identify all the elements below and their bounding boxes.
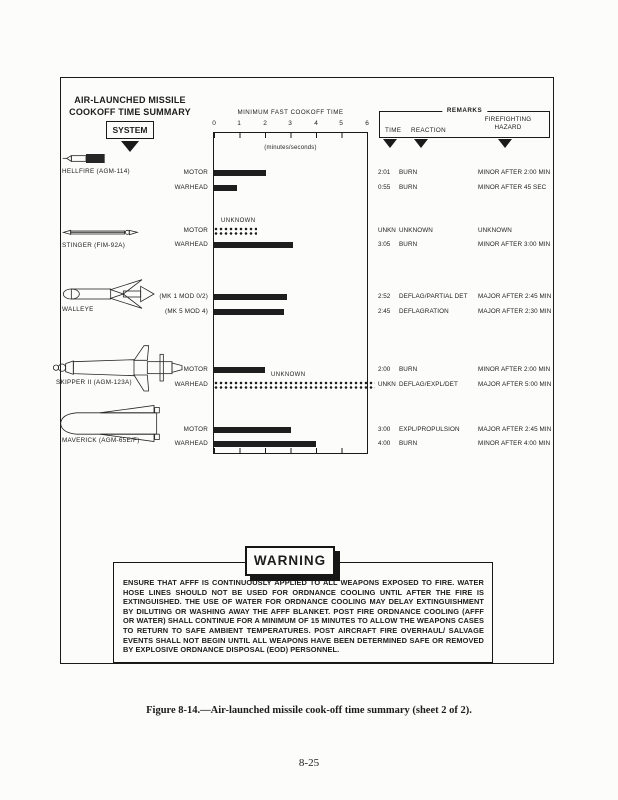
reaction-value: UNKNOWN (399, 227, 433, 234)
system-name: STINGER (FIM-92A) (62, 242, 126, 249)
cookoff-bar (214, 242, 293, 249)
hazard-value: MINOR AFTER 45 SEC (478, 184, 547, 191)
table-row (0, 240, 618, 250)
column-header-firefighting-hazard (477, 116, 539, 132)
warning-box (113, 562, 493, 663)
system-header: SYSTEM (106, 121, 154, 139)
cookoff-bar (214, 381, 375, 389)
hazard-pointer-icon (498, 139, 512, 148)
figure-caption: Figure 8-14.—Air-launched missile cook-off time summary (sheet 2 of 2). (146, 705, 472, 716)
remarks-header: REMARKS (442, 107, 487, 114)
component-label: WARHEAD (174, 381, 208, 388)
hazard-value: MINOR AFTER 4:00 MIN (478, 440, 551, 447)
reaction-value: DEFLAG/EXPL/DET (399, 381, 458, 388)
x-axis-tick-labels (213, 120, 368, 129)
time-pointer-icon (383, 139, 397, 148)
chart-title: MINIMUM FAST COOKOFF TIME (237, 109, 344, 116)
axis-unit-label: (minutes/seconds) (264, 145, 317, 151)
table-row (0, 439, 618, 449)
table-row (0, 292, 618, 302)
time-value: UNKN (378, 227, 396, 234)
reaction-value: BURN (399, 169, 418, 176)
tick-label: 6 (365, 120, 369, 127)
time-value: 2:45 (378, 308, 391, 315)
axis-ticks-top (214, 133, 367, 138)
table-row (0, 365, 618, 375)
figure-title-line2: COOKOFF TIME SUMMARY (69, 106, 191, 117)
cookoff-bar (214, 441, 316, 448)
warning-text: ENSURE THAT AFFF IS CONTINUOUSLY APPLIED TO ALL WEAPONS EXPOSED TO FIRE. WATER HOSE LINES SHOULD NOT BE USED FOR ORDNANCE COOLING UNTIL AFTER THE FIRE IS EXTINGUISHED. THE USE OF WATER FOR ORDNANCE COOLING MAY DELAY EXTINGUISHMENT BY DILUTING OR WASHING AWAY THE AFFF BLANKET. POST FIRE ORDNANCE COOLING (AFFF OR WATER) SHALL CONTINUE FOR A MINIMUM OF 15 MINUTES TO ALLOW THE WEAPONS CASES TO RETURN TO SAFE AMBIENT TEMPERATURES. POST AIRCRAFT FIRE OVERHAUL/ SALVAGE EVENTS SHALL NOT BEGIN UNTIL ALL WEAPONS HAVE BEEN DETERMINED SAFE OR REMOVED BY EXPLOSIVE ORDNANCE DISPOSAL (EOD) PERSONNEL. (123, 578, 484, 655)
cookoff-bar (214, 185, 237, 192)
hazard-value: MAJOR AFTER 2:30 MIN (478, 308, 552, 315)
cookoff-bar (214, 227, 257, 235)
unknown-bar-label: UNKNOWN (271, 372, 306, 378)
table-row (0, 307, 618, 317)
hazard-value: MAJOR AFTER 2:45 MIN (478, 293, 552, 300)
cookoff-bar (214, 309, 284, 316)
time-value: 2:52 (378, 293, 391, 300)
component-label: WARHEAD (174, 241, 208, 248)
cookoff-bar (214, 427, 291, 434)
reaction-value: BURN (399, 366, 418, 373)
system-pointer-icon (121, 141, 139, 152)
page-number: 8-25 (298, 757, 320, 769)
table-row (0, 425, 618, 435)
system-name: SKIPPER II (AGM-123A) (56, 379, 132, 386)
time-value: 3:00 (378, 426, 391, 433)
hazard-header-line2: HAZARD (494, 124, 522, 131)
system-name: HELLFIRE (AGM-114) (62, 168, 130, 175)
reaction-value: DEFLAGRATION (399, 308, 449, 315)
component-label: WARHEAD (174, 440, 208, 447)
column-header-time: TIME (385, 127, 402, 134)
system-name: MAVERICK (AGM-65E/F) (62, 437, 140, 444)
figure-title-line1: AIR-LAUNCHED MISSILE (74, 95, 186, 105)
hazard-value: MAJOR AFTER 2:45 MIN (478, 426, 552, 433)
column-header-reaction: REACTION (411, 127, 446, 134)
component-label: (MK 5 MOD 4) (165, 308, 208, 315)
tick-label: 4 (314, 120, 318, 127)
hellfire-missile-icon (62, 150, 112, 167)
time-value: UNKN (378, 381, 396, 388)
table-row (0, 226, 618, 236)
table-row (0, 380, 618, 390)
component-label: WARHEAD (174, 184, 208, 191)
reaction-value: EXPL/PROPULSION (399, 426, 460, 433)
reaction-value: BURN (399, 440, 418, 447)
hazard-value: UNKNOWN (478, 227, 512, 234)
reaction-pointer-icon (414, 139, 428, 148)
table-row (0, 183, 618, 193)
tick-label: 0 (212, 120, 216, 127)
tick-label: 1 (237, 120, 241, 127)
tick-label: 2 (263, 120, 267, 127)
reaction-value: BURN (399, 184, 418, 191)
component-label: MOTOR (183, 366, 208, 373)
reaction-value: DEFLAG/PARTIAL DET (399, 293, 468, 300)
system-name: WALLEYE (62, 306, 94, 313)
hazard-value: MINOR AFTER 2:00 MIN (478, 366, 551, 373)
figure-title (66, 95, 194, 118)
time-value: 0:55 (378, 184, 391, 191)
cookoff-bar (214, 170, 266, 177)
hazard-header-line1: FIREFIGHTING (484, 116, 532, 123)
time-value: 2:01 (378, 169, 391, 176)
time-value: 4:00 (378, 440, 391, 447)
tick-label: 5 (339, 120, 343, 127)
time-value: 2:00 (378, 366, 391, 373)
component-label: MOTOR (183, 227, 208, 234)
table-row (0, 168, 618, 178)
cookoff-bar (214, 367, 265, 374)
tick-label: 3 (288, 120, 292, 127)
unknown-bar-label: UNKNOWN (221, 218, 256, 224)
hazard-value: MINOR AFTER 3:00 MIN (478, 241, 551, 248)
cookoff-bar (214, 294, 287, 301)
component-label: (MK 1 MOD 0/2) (159, 293, 208, 300)
warning-title: WARNING (245, 546, 335, 576)
time-value: 3:05 (378, 241, 391, 248)
component-label: MOTOR (183, 426, 208, 433)
hazard-value: MAJOR AFTER 5:00 MIN (478, 381, 552, 388)
reaction-value: BURN (399, 241, 418, 248)
component-label: MOTOR (183, 169, 208, 176)
hazard-value: MINOR AFTER 2:00 MIN (478, 169, 551, 176)
remarks-header-box (379, 107, 550, 138)
